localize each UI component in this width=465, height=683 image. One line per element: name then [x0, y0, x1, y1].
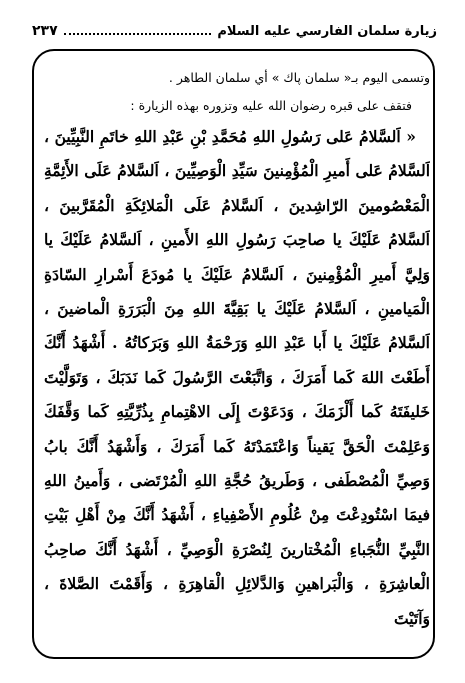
page-content: [44, 64, 430, 650]
intro-line: وتسمى اليوم بـ« سلمان پاك » أي سلمان الطاهر .: [168, 70, 430, 85]
intro-instruction: فتقف على قبره رضوان الله عليه وتزوره بهذه الزيارة :: [130, 98, 412, 113]
header-dot-leader: [64, 33, 212, 35]
running-header: [32, 19, 437, 43]
header-title: زيارة سلمان الفارسي عليه السلام: [217, 23, 437, 39]
page-number: ٢٣٧: [32, 23, 58, 39]
ziyara-text: « اَلسَّلامُ عَلى رَسُولِ اللهِ مُحَمَّدِ بْنِ عَبْدِ اللهِ خاتَمِ النَّبِيِّينَ ، اَلسَّلامُ عَلى أَميرِ الْمُؤْمِنينَ سَيِّدِ الْوَصِيِّينَ ، اَلسَّلامُ عَلَى الأَئِمَّةِ الْمَعْصُومينَ الرّاشِدينَ ، اَلسَّلامُ عَلَى الْمَلائِكَةِ الْمُقَرَّبينَ ، اَلسَّلامُ عَلَيْكَ يا صاحِبَ رَسُولِ اللهِ الأَمينِ ، اَلسَّلامُ عَلَيْكَ يا وَلِيَّ أَميرِ الْمُؤْمِنينَ ، اَلسَّلامُ عَلَيْكَ يا مُودَعَ أَسْرارِ السّادَةِ الْمَيامينِ ، اَلسَّلامُ عَلَيْكَ يا بَقِيَّةَ اللهِ مِنَ الْبَرَرَةِ الْماضينَ ، اَلسَّلامُ عَلَيْكَ يا أَبا عَبْدِ اللهِ وَرَحْمَةُ اللهِ وَبَرَكاتُهُ . أَشْهَدُ أَنَّكَ أَطَعْتَ اللهَ كَما أَمَرَكَ ، وَاتَّبَعْتَ الرَّسُولَ كَما نَدَبَكَ ، وَتَوَلَّيْتَ خَليفَتَهُ كَما أَلْزَمَكَ ، وَدَعَوْتَ إِلَى الاهْتِمامِ بِذُرِّيَّتِهِ كَما وَقَّفَكَ وَعَلِمْتَ الْحَقَّ يَقيناً وَاعْتَمَدْتَهُ كَما أَمَرَكَ ، وَأَشْهَدُ أَنَّكَ بابُ وَصِيِّ الْمُصْطَفى ، وَطَريقُ حُجَّةِ اللهِ الْمُرْتَضى ، وَأَمينُ اللهِ فيمَا اسْتُودِعْتَ مِنْ عُلُومِ الأَصْفِياءِ ، أَشْهَدُ أَنَّكَ مِنْ أَهْلِ بَيْتِ النَّبِيِّ النُّجَباءِ الْمُخْتارينَ لِنُصْرَةِ الْوَصِيِّ ، أَشْهَدُ أَنَّكَ صاحِبُ الْعاشِرَةِ ، وَالْبَراهينِ وَالدَّلائِلِ الْقاهِرَةِ ، وَأَقَمْتَ الصَّلاةَ ، وَآتَيْتَ: [44, 127, 430, 628]
